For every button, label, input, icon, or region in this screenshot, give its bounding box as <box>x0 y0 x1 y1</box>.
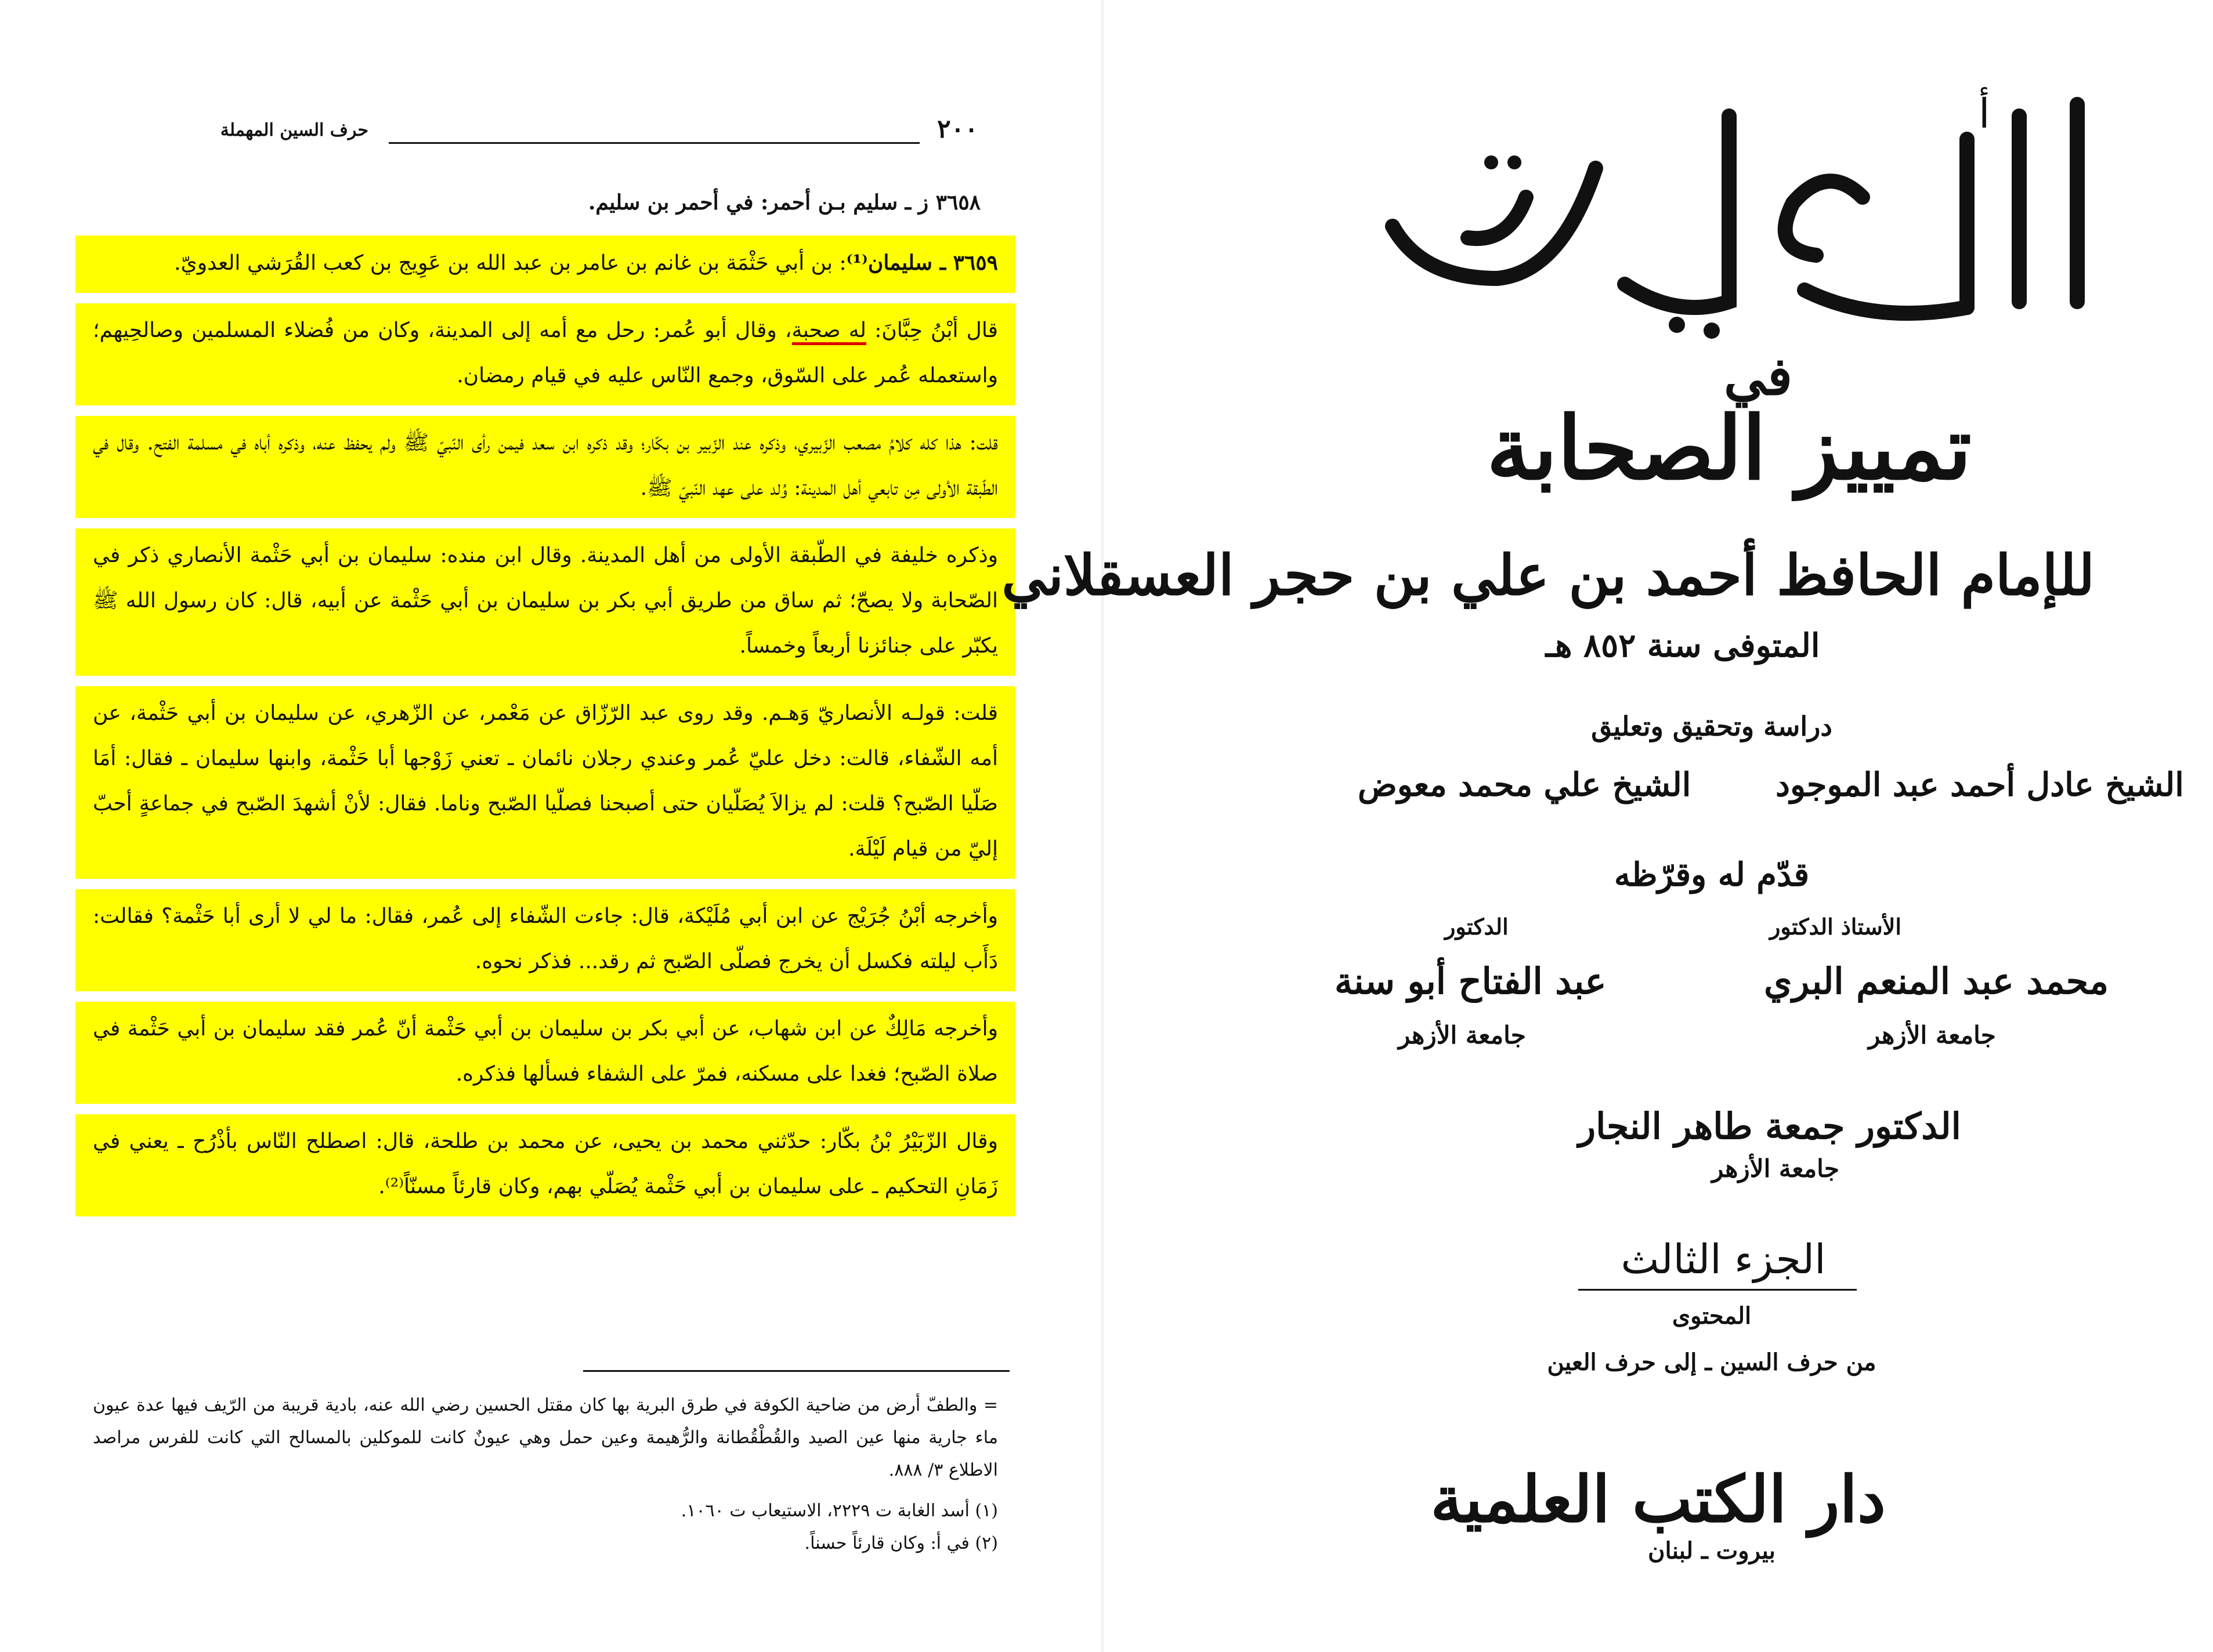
page-gutter <box>1101 0 1104 1652</box>
introducer-2: عبد الفتاح أبو سنة <box>1335 960 1607 1002</box>
contents-label: المحتوى <box>1672 1302 1752 1329</box>
introducer-3: الدكتور جمعة طاهر النجار <box>1578 1105 1961 1147</box>
footnote-2: (٢) في أ: وكان قارئاً حسناً. <box>804 1533 998 1553</box>
title-calligraphy-main <box>1352 81 2100 342</box>
introduction-label: قدّم له وقرّظه <box>1614 856 1810 894</box>
university-1: جامعة الأزهر <box>1868 1021 1996 1049</box>
footnote-1: (١) أسد الغابة ت ٢٢٢٩، الاستيعاب ت ١٠٦٠. <box>681 1501 998 1521</box>
entry-3659 <box>93 240 998 286</box>
paragraph-5: وأخرجه أبْنُ جُرَيْج عن ابن أبي مُلَيْكة، قال: جاءت الشّفاء إلى عُمر، فقال: ما لي لا أرى أبا حَثْمة؟ فقالت: دَأَب ليلته فكسل أن يخرج فصلّى الصّبح ثم رقد... فذكر نحوه. <box>93 904 998 973</box>
university-3: جامعة الأزهر <box>1712 1154 1839 1183</box>
volume-part-underline <box>1578 1289 1857 1291</box>
highlighted-block-entry <box>75 236 1015 293</box>
footnote-rule <box>583 1370 1010 1372</box>
running-head <box>125 114 1007 154</box>
introducer-1: محمد عبد المنعم البري <box>1764 960 2109 1002</box>
entry-3659-heading: ٣٦٥٩ ـ سليمان⁽¹⁾ <box>846 251 998 275</box>
footnote-continuation: = والطفّ أرض من ضاحية الكوفة في طرق البرية بها كان مقتل الحسين رضي الله عنه، بادية قريبة من الرّيف فيها عدة عيون ماء جارية منها عين الصيد والقُطْقُطانة والرُّهيمة وعين حمل وهي عيونٌ كانت للموكلين بالمسالح التي كانت للفرس مراصد الاطلاع ٣/ ٨٨٨. <box>93 1395 998 1480</box>
volume-part: الجزء الثالث <box>1621 1236 1826 1283</box>
highlighted-block-4 <box>75 686 1015 879</box>
study-label: دراسة وتحقيق وتعليق <box>1591 711 1832 742</box>
highlighted-block-1 <box>75 303 1015 405</box>
death-date: المتوفى سنة ٨٥٢ هـ <box>1545 626 1820 665</box>
running-head-title: حرف السين المهملة <box>220 120 368 140</box>
footnotes <box>93 1389 998 1560</box>
entry-3658: ٣٦٥٨ ز ـ سليم بـن أحمر: في أحمر بن سليم. <box>588 190 981 215</box>
role-doctor: الدكتور <box>1445 914 1509 940</box>
paragraph-4: قلت: قولـه الأنصاريّ وَهـم. وقد روى عبد الرّزّاق عن مَعْمر، عن الزّهري، عن سليمان بن أبي حَثْمة، عن أمه الشّفاء، قالت: دخل عليّ عُمر وعندي رجلان نائمان ـ تعني زَوْجها أبا حَثْمة، وابنها سليمان ـ فقال: أمَا صَلّيا الصّبح؟ قلت: لم يزالاَ يُصَلّيان حتى أصبحنا فصلّيا الصّبح وناما. فقال: لأنْ أشهدَ الصّبح في جماعةٍ أحبّ إليّ من قيام لَيْلَة. <box>93 701 998 861</box>
entry-3659-lineage: : بن أبي حَثْمَة بن غانم بن عامر بن عبد الله بن عَوِيج بن كعب القُرَشي العدويّ. <box>174 251 847 275</box>
running-head-rule <box>389 142 920 144</box>
highlighted-block-6 <box>75 1002 1015 1104</box>
title-fi: في <box>1723 354 1793 407</box>
highlighted-block-3 <box>75 528 1015 676</box>
highlighted-block-2 <box>75 416 1015 518</box>
paragraph-2: قلت: هذا كله كلامُ مصعب الزّبيري، وذكره عند الزّبير بن بكّار؛ وقد ذكره ابن سعد فيمن رأى النّبيّ ﷺ ولم يحفظ عنه، وذكره أباه في مسلمة الفتح. وقال في الطّبقة الأولى مِن تابعي أهل المدينة: وُلد على عهد النّبيّ ﷺ. <box>93 431 998 500</box>
paragraph-1-start: قال أبْنُ حِبَّانَ: <box>866 318 999 342</box>
university-2: جامعة الأزهر <box>1398 1021 1526 1049</box>
publisher-city: بيروت ـ لبنان <box>1648 1537 1776 1564</box>
page-number: ٢٠٠ <box>937 114 978 144</box>
paragraph-1-rest: ، وقال أبو عُمر: رحل مع أمه إلى المدينة، وكان من فُضلاء المسلمين وصالحِيهم؛ واستعمله عُمر على السّوق، وجمع النّاس عليه في قيام رمضان. <box>93 318 998 387</box>
publisher-name: دار الكتب العلمية <box>1430 1462 1886 1537</box>
title-sub-text: تمييز الصحابة <box>1486 397 1972 499</box>
svg-text:أ: أ <box>1979 90 1990 137</box>
highlighted-block-7 <box>75 1114 1015 1216</box>
paragraph-6: وأخرجه مَالِكٌ عن ابن شهاب، عن أبي بكر بن سليمان بن أبي حَثْمة أنّ عُمر فقد سليمان بن أبي حَثْمة في صلاة الصّبح؛ فغدا على مسكنه، فمرّ على الشفاء فسألها فذكره. <box>93 1017 998 1086</box>
title-calligraphy-sub <box>1433 354 2025 505</box>
red-underlined-phrase: له صحبة <box>792 318 866 345</box>
author-name: للإمام الحافظ أحمد بن علي بن حجر العسقلاني <box>1001 542 2095 608</box>
paragraph-3: وذكره خليفة في الطّبقة الأولى من أهل المدينة. وقال ابن منده: سليمان بن أبي حَثْمة الأنصاري ذكر في الصّحابة ولا يصحّ؛ ثم ساق من طريق أبي بكر بن سليمان بن أبي حَثْمة عن أبيه، قال: كان رسول الله ﷺ يكبّر على جنائزنا أربعاً وخمساً. <box>93 544 998 658</box>
editor-2: الشيخ علي محمد معوض <box>1358 766 1691 804</box>
left-page <box>0 0 1102 1652</box>
editor-1: الشيخ عادل أحمد عبد الموجود <box>1776 766 2184 804</box>
contents-range: من حرف السين ـ إلى حرف العين <box>1547 1349 1876 1376</box>
main-text <box>75 180 1015 1227</box>
paragraph-7: وقال الزّبَيْرُ بْنُ بكّار: حدّثني محمد بن يحيى، عن محمد بن طلحة، قال: اصطلح النّاس بأذْرُح ـ يعني في زَمَانِ التحكيم ـ على سليمان بن أبي حَثْمة يُصَلّي بهم، وكان قارئاً مسنّاً⁽²⁾. <box>93 1129 998 1198</box>
role-professor: الأستاذ الدكتور <box>1770 914 1901 940</box>
paragraph-1 <box>93 308 998 398</box>
highlighted-block-5 <box>75 889 1015 991</box>
